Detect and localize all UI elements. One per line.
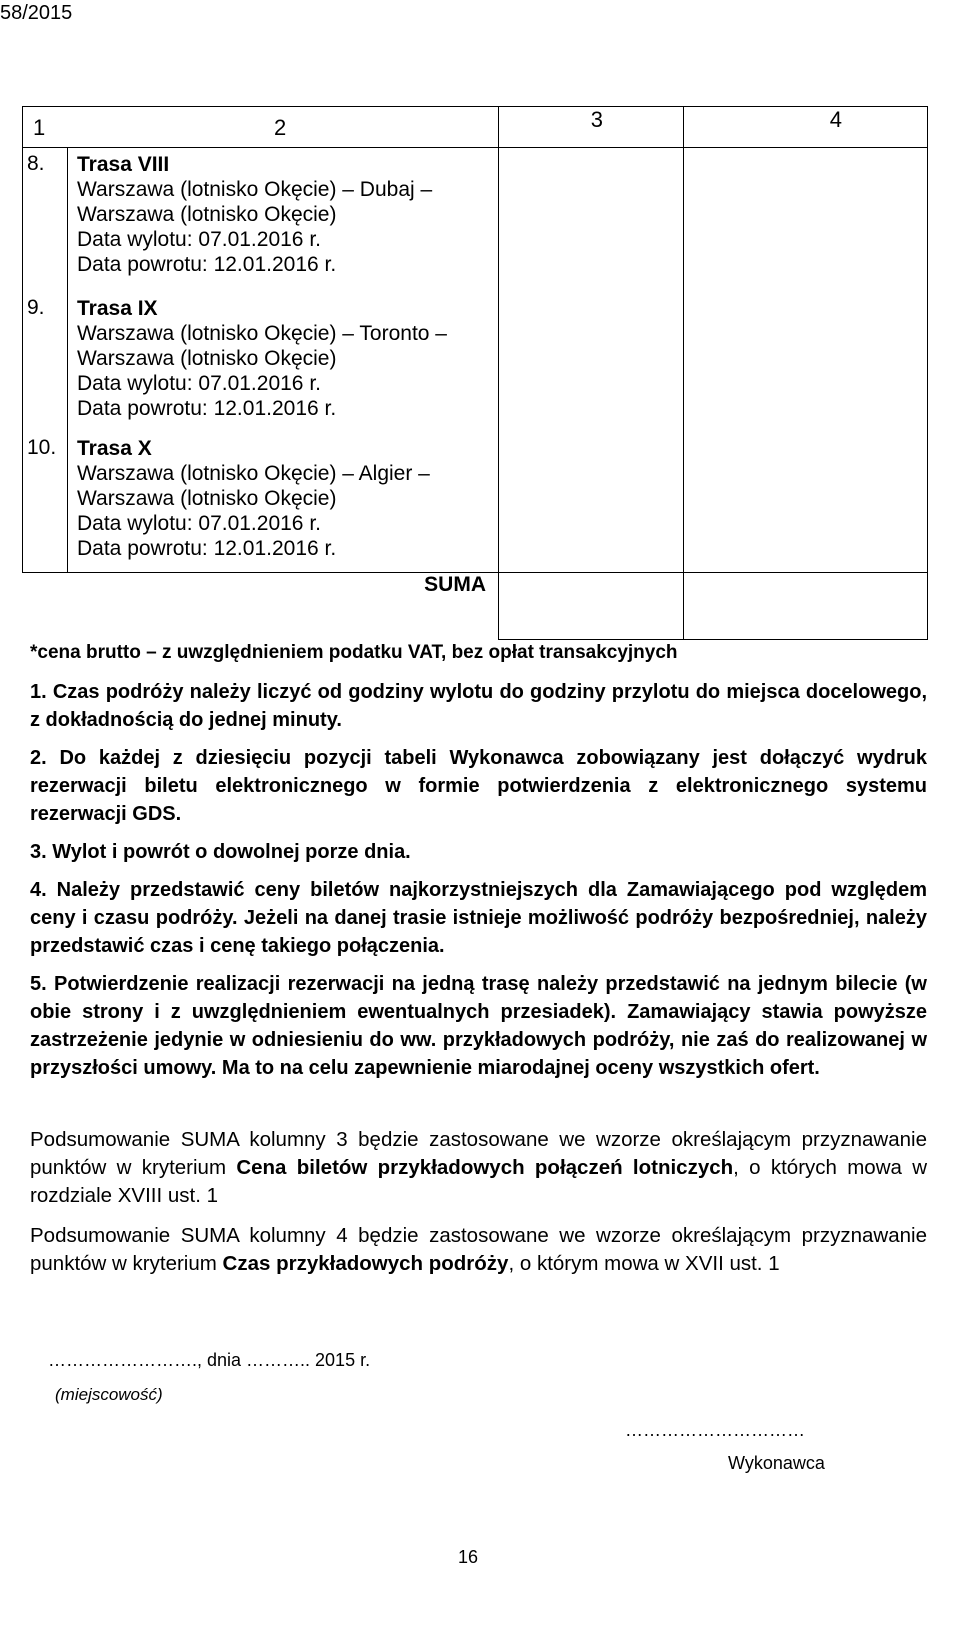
- route-divider: [67, 148, 68, 573]
- notes-section: [30, 642, 927, 1092]
- column-4-header: 4: [684, 107, 928, 148]
- routes-cell: [23, 148, 499, 573]
- note-item: 3. Wylot i powrót o dowolnej porze dnia.: [30, 841, 411, 863]
- time-cell: [684, 148, 928, 573]
- suma-time-cell: [684, 573, 928, 640]
- page-number: 16: [458, 1547, 479, 1567]
- route-rows: [23, 148, 928, 573]
- routes-table: [22, 106, 928, 640]
- note-item: 4. Należy przedstawić ceny biletów najkorzystniejszych dla Zamawiającego pod względem ceny i czasu podróży. Jeżeli na danej trasie istnieje możliwość podróży bezpośredniej, należy przedstawić czas i cenę takiego połączenia.: [30, 879, 927, 957]
- route-title: Trasa X: [77, 437, 152, 460]
- summary-paragraph-2: Podsumowanie SUMA kolumny 4 będzie zastosowane we wzorze określającym przyznawanie punktów w kryterium Czas przykładowych podróży, o którym mowa w XVII ust. 1: [30, 1224, 927, 1275]
- route-title: Trasa VIII: [77, 153, 170, 176]
- route-departure: Data wylotu: 07.01.2016 r.: [77, 512, 321, 535]
- table-header-row: [23, 107, 928, 148]
- route-return: Data powrotu: 12.01.2016 r.: [77, 537, 337, 560]
- route-line1: Warszawa (lotnisko Okęcie) – Toronto –: [77, 322, 447, 345]
- signature-dots: …………………………: [625, 1420, 805, 1440]
- place-date-line: ……………………., dnia ……….. 2015 r.: [48, 1350, 371, 1370]
- column-1-header: 1: [33, 115, 46, 140]
- summary-section: [30, 1126, 927, 1290]
- route-number: 10.: [27, 436, 57, 459]
- route-line2: Warszawa (lotnisko Okęcie): [77, 203, 337, 226]
- note-item: 1. Czas podróży należy liczyć od godziny wylotu do godziny przylotu do miejsca docelowego, z dokładnością do jednej minuty.: [30, 681, 927, 731]
- route-number: 8.: [27, 152, 45, 175]
- route-number: 9.: [27, 296, 45, 319]
- route-departure: Data wylotu: 07.01.2016 r.: [77, 372, 321, 395]
- route-return: Data powrotu: 12.01.2016 r.: [77, 397, 337, 420]
- route-line2: Warszawa (lotnisko Okęcie): [77, 487, 337, 510]
- route-line1: Warszawa (lotnisko Okęcie) – Algier –: [77, 462, 430, 485]
- route-line1: Warszawa (lotnisko Okęcie) – Dubaj –: [77, 178, 433, 201]
- price-footnote: *cena brutto – z uwzględnieniem podatku VAT, bez opłat transakcyjnych: [30, 642, 678, 663]
- route-line2: Warszawa (lotnisko Okęcie): [77, 347, 337, 370]
- route-departure: Data wylotu: 07.01.2016 r.: [77, 228, 321, 251]
- route-return: Data powrotu: 12.01.2016 r.: [77, 253, 337, 276]
- route-title: Trasa IX: [77, 297, 158, 320]
- column-2-header: 2: [274, 115, 287, 140]
- document-reference: 58/2015: [0, 2, 73, 24]
- contractor-label: Wykonawca: [728, 1453, 825, 1473]
- criterion-price: Cena biletów przykładowych połączeń lotniczych: [236, 1156, 734, 1179]
- place-label: (miejscowość): [55, 1385, 163, 1404]
- suma-label: SUMA: [23, 573, 499, 640]
- note-item: 2. Do każdej z dziesięciu pozycji tabeli Wykonawca zobowiązany jest dołączyć wydruk rezerwacji biletu elektronicznego w formie potwierdzenia z elektronicznego systemu rezerwacji GDS.: [30, 747, 927, 825]
- summary-paragraph-1: Podsumowanie SUMA kolumny 3 będzie zastosowane we wzorze określającym przyznawanie punktów w kryterium Cena biletów przykładowych połączeń lotniczych, o których mowa w rozdziale XVIII ust. 1: [30, 1128, 928, 1207]
- header-cell-col1-col2: [23, 107, 499, 148]
- note-item: 5. Potwierdzenie realizacji rezerwacji na jedną trasę należy przedstawić na jednym bilecie (w obie strony i z uwzględnieniem ewentualnych przesiadek). Zamawiający stawia powyższe zastrzeżenie jedynie w odniesieniu do ww. przykładowych podróży, nie zaś do realizowanej w przyszłości umowy. Ma to na celu zapewnienie miarodajnej oceny wszystkich ofert.: [30, 973, 927, 1079]
- criterion-time: Czas przykładowych podróży: [222, 1252, 509, 1275]
- suma-price-cell: [499, 573, 684, 640]
- price-cell: [499, 148, 684, 573]
- suma-row: [23, 573, 928, 640]
- column-3-header: 3: [499, 107, 684, 148]
